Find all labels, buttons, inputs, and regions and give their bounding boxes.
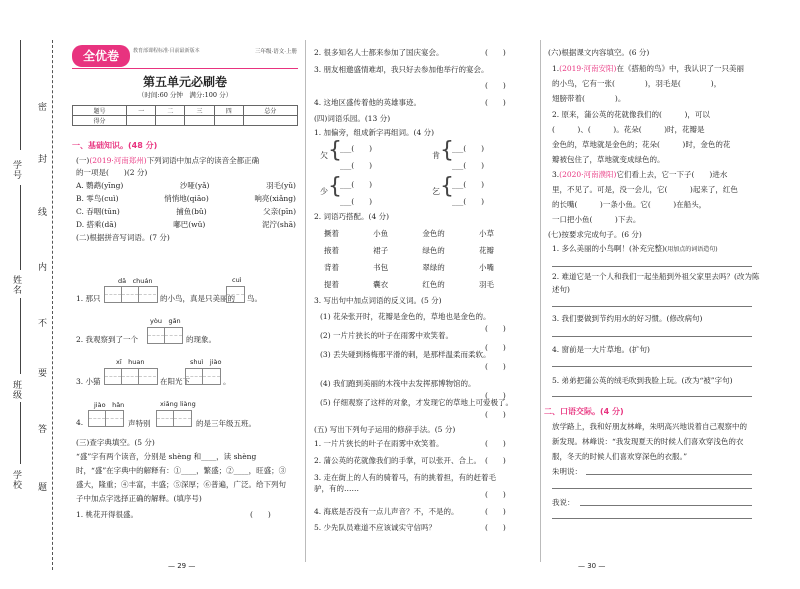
score-cell: 总分 bbox=[243, 106, 297, 116]
score-cell: 得分 bbox=[73, 116, 127, 126]
q6-fill-1: 1.(2019·河南安阳)在《搭船的鸟》中，我认识了一只美丽 bbox=[552, 64, 744, 73]
score-cell[interactable] bbox=[185, 116, 214, 126]
xuehao-label: 学号 bbox=[11, 160, 21, 180]
grade-label: 三年级·语文·上册 bbox=[255, 49, 297, 55]
match-row[interactable]: 背着 书包 翠绿的 小嘴 bbox=[324, 263, 494, 272]
answer-line[interactable] bbox=[552, 266, 752, 267]
rhetoric-sentence: 5. 少先队员难道不应该诚实守信吗？ bbox=[314, 523, 437, 532]
radical-char: 肯 bbox=[432, 151, 440, 160]
answer-line[interactable] bbox=[552, 306, 752, 307]
section-2-heading: 二、口语交际。(4 分) bbox=[544, 407, 624, 416]
radical-blank[interactable]: ___( ) bbox=[452, 161, 485, 170]
pinyin-4: jiào hǎn bbox=[94, 401, 125, 409]
q6-fill-3c[interactable]: 的长嘴( )一条小鱼。它( )在船头， bbox=[552, 200, 707, 209]
q6-fill-1b[interactable]: 的小鸟，它有一张( )，羽毛是( )， bbox=[552, 79, 722, 88]
score-cell: 三 bbox=[185, 106, 214, 116]
radical-blank[interactable]: ___( ) bbox=[340, 161, 373, 170]
answer-line[interactable] bbox=[552, 336, 752, 337]
wo-label: 我说： bbox=[552, 498, 575, 507]
q6-fill-2b[interactable]: ( )、( )。花朵( )时，花瓣是 bbox=[552, 125, 705, 134]
radical-blank[interactable]: ___( ) bbox=[340, 180, 373, 189]
answer-line[interactable] bbox=[552, 488, 752, 489]
antonym-sentence: (4) 我们跑到美丽的木筏中去发挥那博物馆的。 bbox=[320, 379, 476, 388]
q2-s1-b: 的小鸟，真是只美丽的 bbox=[160, 294, 235, 303]
oral-text-3: 服，冬天的时候人们喜欢穿深色的衣服。” bbox=[552, 452, 688, 461]
radical-blank[interactable]: ___( ) bbox=[340, 197, 373, 206]
pinyin-1: dā chuán bbox=[118, 277, 153, 285]
pinyin-3b: shuì jiào bbox=[190, 358, 222, 366]
q7-item-5: 5. 弟弟把蒲公英的绒毛吹到我脸上玩。(改为“被”字句) bbox=[552, 376, 733, 385]
q1-option-a[interactable]: A. 鹦鹉(yīng) 沙哑(yǎ) 羽毛(yǔ) bbox=[76, 181, 296, 190]
nei-char: 内 bbox=[38, 263, 48, 273]
feng-char: 封 bbox=[38, 155, 48, 165]
answer-paren[interactable]: ( ) bbox=[485, 507, 506, 516]
writing-grid[interactable] bbox=[226, 286, 245, 303]
xian-char: 线 bbox=[38, 208, 48, 218]
score-cell[interactable] bbox=[243, 116, 297, 126]
brand-logo: 全优卷 bbox=[72, 45, 130, 67]
fill-line-1 bbox=[20, 40, 21, 150]
bu-char: 不 bbox=[38, 319, 48, 329]
mi-char: 密 bbox=[38, 103, 48, 113]
da-char: 答 bbox=[38, 425, 48, 435]
page-title: 第五单元必刷卷 bbox=[142, 75, 227, 89]
column-divider bbox=[305, 40, 306, 562]
writing-grid[interactable] bbox=[104, 286, 158, 303]
antonym-sentence: (2) 一片片狭长的叶子在雨雾中欢笑着。 bbox=[320, 331, 454, 340]
q2-s2-b: 的现象。 bbox=[186, 335, 216, 344]
writing-grid[interactable] bbox=[185, 368, 221, 385]
q6-heading: (六)根据课文内容填空。(6 分) bbox=[548, 48, 650, 57]
q7-item-1: 1. 多么美丽的小鸟啊！(补充完整)(用加点的词语造句) bbox=[552, 244, 718, 253]
q4-heading: (四)词语乐园。(13 分) bbox=[314, 114, 391, 123]
answer-paren[interactable]: ( ) bbox=[485, 362, 506, 371]
score-cell: 一 bbox=[127, 106, 156, 116]
fill-line-2 bbox=[20, 185, 21, 270]
writing-grid[interactable] bbox=[88, 410, 124, 427]
brace: { bbox=[440, 138, 454, 163]
answer-paren[interactable]: ( ) bbox=[485, 98, 506, 107]
answer-paren[interactable]: ( ) bbox=[485, 324, 506, 333]
brace: { bbox=[328, 174, 342, 199]
q2-s3-c: 。 bbox=[223, 377, 231, 386]
rhetoric-sentence: 3. 走在街上的人有的骑着马，有的挑着担，有的赶着毛驴，有的…… bbox=[314, 473, 497, 493]
zhu-label: 朱明说： bbox=[552, 467, 582, 476]
q2-s4-b: 声特别 bbox=[128, 419, 151, 428]
answer-line[interactable] bbox=[580, 505, 752, 506]
antonym-sentence: (3) 丢失碰到杨梅那平滑的刺，是那样温柔而柔软。 bbox=[320, 350, 491, 359]
oral-text-2: 新发现。林峰说：“我发现夏天的时候人们喜欢穿浅色的衣 bbox=[552, 437, 744, 446]
q7-item-3: 3. 我们要做到节约用水的好习惯。(修改病句) bbox=[552, 314, 703, 323]
answer-paren[interactable]: ( ) bbox=[485, 48, 506, 57]
radical-char: 欠 bbox=[320, 151, 328, 160]
q2-s1-a: 1. 那只 bbox=[76, 294, 101, 303]
q3-sentence-1: 1. 桃花开得很盛。 bbox=[76, 510, 139, 519]
q6-fill-1c[interactable]: 翅膀带着( )。 bbox=[552, 94, 626, 103]
score-cell[interactable] bbox=[214, 116, 243, 126]
radical-char: 少 bbox=[320, 187, 328, 196]
header-rule bbox=[72, 68, 298, 69]
q1-heading: (一)(2019·河南郑州)下列词语中加点字的读音全都正确 bbox=[76, 156, 260, 165]
answer-paren[interactable]: ( ) bbox=[485, 391, 506, 400]
section-1-heading: 一、基础知识。(48 分) bbox=[72, 141, 158, 150]
radical-char: 乞 bbox=[432, 187, 440, 196]
answer-line[interactable] bbox=[552, 366, 752, 367]
q1-heading-cont: 的一项是( )(2 分) bbox=[76, 168, 148, 177]
q3-text-2: 时，“盛”在字典中的解释有：①____，繁盛；②____，旺盛；③ bbox=[76, 466, 287, 475]
q1-option-b[interactable]: B. 零鸟(cuì) 悄悄地(qiāo) 响亮(xiǎng) bbox=[76, 194, 296, 203]
pinyin-2: yòu gǎn bbox=[150, 317, 181, 325]
q4-part-1: 1. 加偏旁，组成新字再组词。(4 分) bbox=[314, 128, 435, 137]
q3-sentence-4: 4. 这地区盛传着他的英雄事迹。 bbox=[314, 98, 422, 107]
q2-s1-c: 鸟。 bbox=[247, 294, 262, 303]
antonym-sentence: (1) 花朵张开时，花瓣是金色的，草地也是金色的。 bbox=[320, 312, 491, 321]
q7-item-2b: 述句) bbox=[552, 285, 570, 294]
q4-part-2: 2. 词语巧搭配。(4 分) bbox=[314, 212, 390, 221]
q6-fill-2d: 瓣被包住了，草地就变成绿色的。 bbox=[552, 155, 665, 164]
answer-paren[interactable]: ( ) bbox=[485, 490, 506, 499]
q4-part-3: 3. 写出句中加点词语的反义词。(5 分) bbox=[314, 296, 442, 305]
rhetoric-sentence: 4. 海底是否没有一点儿声音？不，不是的。 bbox=[314, 507, 459, 516]
answer-paren[interactable]: ( ) bbox=[250, 510, 271, 519]
score-table bbox=[72, 105, 298, 126]
column-divider bbox=[540, 40, 541, 562]
answer-paren[interactable]: ( ) bbox=[485, 343, 506, 352]
radical-blank[interactable]: ___( ) bbox=[452, 144, 485, 153]
answer-line[interactable] bbox=[552, 518, 752, 519]
q6-fill-3b[interactable]: 里，不见了。可是，没一会儿，它( )起来了，红色 bbox=[552, 185, 738, 194]
radical-blank[interactable]: ___( ) bbox=[340, 144, 373, 153]
writing-grid[interactable] bbox=[147, 327, 183, 344]
fill-line-3 bbox=[20, 298, 21, 374]
score-cell[interactable] bbox=[127, 116, 156, 126]
q6-fill-3: 3.(2020·河南濮阳)它们看上去，它一下子( )进水 bbox=[552, 170, 728, 179]
q5-heading: (五) 写出下列句子运用的修辞手法。(5 分) bbox=[314, 425, 456, 434]
page-number-right: — 30 — bbox=[578, 562, 606, 570]
radical-blank[interactable]: ___( ) bbox=[452, 180, 485, 189]
match-row[interactable]: 撅着 小鱼 金色的 小草 bbox=[324, 229, 494, 238]
name-label: 姓名 bbox=[11, 275, 21, 295]
answer-paren[interactable]: ( ) bbox=[485, 439, 506, 448]
q2-s3-b: 在阳光下 bbox=[160, 377, 190, 386]
rhetoric-sentence: 2. 蒲公英的花就像我们的手掌，可以张开、合上。 bbox=[314, 456, 482, 465]
writing-grid[interactable] bbox=[156, 410, 192, 427]
match-row[interactable]: 提着 囊衣 红色的 羽毛 bbox=[324, 280, 494, 289]
fold-dashed-line bbox=[52, 40, 53, 570]
radical-blank[interactable]: ___( ) bbox=[452, 197, 485, 206]
fill-line-4 bbox=[20, 402, 21, 464]
q3-sentence-2: 2. 很多知名人士都来参加了国庆宴会。 bbox=[314, 48, 444, 57]
oral-text-1: 放学路上，我和好朋友林峰，朱明高兴地说着自己观察中的 bbox=[552, 422, 747, 431]
q3-text-4: 子中加点字选择正确的解释。(填序号) bbox=[76, 494, 202, 503]
answer-paren[interactable]: ( ) bbox=[485, 81, 506, 90]
q2-s2-a: 2. 我观察到了一个 bbox=[76, 335, 139, 344]
antonym-sentence: (5) 仔细观察了这样的对象，才发现它的草地上可爱极了。 bbox=[320, 398, 514, 407]
q6-fill-2[interactable]: 2. 原来，蒲公英的花就像我们的( )，可以 bbox=[552, 110, 710, 119]
yao-char: 要 bbox=[38, 369, 48, 379]
q1-option-c[interactable]: C. 吞咽(tūn) 捕鱼(bǔ) 父亲(pīn) bbox=[76, 207, 296, 216]
q3-text-3: 盛大，隆重；④丰富，丰盛；⑤深厚；⑥普遍，广泛。给下列句 bbox=[76, 480, 286, 489]
q2-s4-a: 4. bbox=[76, 418, 84, 427]
score-cell: 题号 bbox=[73, 106, 127, 116]
score-row-header bbox=[73, 106, 298, 116]
q6-fill-2c[interactable]: 金色的，草地就是金色的；花朵( )时，金色的花 bbox=[552, 140, 731, 149]
page-number-left: — 29 — bbox=[168, 562, 196, 570]
answer-paren[interactable]: ( ) bbox=[485, 456, 506, 465]
class-label: 班级 bbox=[11, 380, 21, 400]
binding-strip bbox=[6, 40, 64, 570]
score-cell[interactable] bbox=[156, 116, 185, 126]
q3-text-1: “盛”字有两个读音，分别是 shèng 和____，读 shèng bbox=[76, 452, 257, 461]
answer-line[interactable] bbox=[552, 396, 752, 397]
q2-s4-c: 的是三年级五班。 bbox=[196, 419, 256, 428]
match-row[interactable]: 掖着 裙子 绿色的 花瓣 bbox=[324, 246, 494, 255]
q6-fill-3d[interactable]: 一口把小鱼( )下去。 bbox=[552, 215, 641, 224]
score-cell: 四 bbox=[214, 106, 243, 116]
q7-heading: (七)按要求完成句子。(6 分) bbox=[548, 230, 642, 239]
page-subtitle: （时间:60 分钟 满分:100 分） bbox=[137, 91, 233, 99]
q7-item-4: 4. 窗前是一大片草地。(扩句) bbox=[552, 345, 650, 354]
brace: { bbox=[440, 174, 454, 199]
score-row-values bbox=[73, 116, 298, 126]
pinyin-4b: xiǎng liàng bbox=[160, 400, 196, 408]
ti-char: 题 bbox=[38, 483, 48, 493]
brand-slogan: 教育部课程标准·目前最新版本 bbox=[133, 48, 200, 54]
answer-paren[interactable]: ( ) bbox=[485, 410, 506, 419]
q7-item-2: 2. 难道它是一个人和我们一起坐船到外祖父家里去吗？(改为陈 bbox=[552, 272, 760, 281]
rhetoric-sentence: 1. 一片片狭长的叶子在雨雾中欢笑着。 bbox=[314, 439, 444, 448]
writing-grid[interactable] bbox=[104, 368, 158, 385]
q2-heading: (二)根据拼音写词语。(7 分) bbox=[76, 233, 170, 242]
pinyin-1b: cuì bbox=[232, 276, 242, 284]
brace: { bbox=[328, 138, 342, 163]
q3-heading: (三)查字典填空。(5 分) bbox=[76, 438, 155, 447]
answer-line[interactable] bbox=[586, 474, 752, 475]
school-label: 学校 bbox=[11, 470, 21, 490]
pinyin-3: xī huan bbox=[116, 358, 145, 366]
q2-s3-a: 3. 小猫 bbox=[76, 377, 101, 386]
answer-paren[interactable]: ( ) bbox=[485, 523, 506, 532]
q3-sentence-3: 3. 朋友相邀盛情难却，我只好去参加他举行的宴会。 bbox=[314, 65, 489, 74]
q1-option-d[interactable]: D. 搭乘(dā) 嘟巴(wǔ) 泥泞(shā) bbox=[76, 220, 296, 229]
score-cell: 二 bbox=[156, 106, 185, 116]
